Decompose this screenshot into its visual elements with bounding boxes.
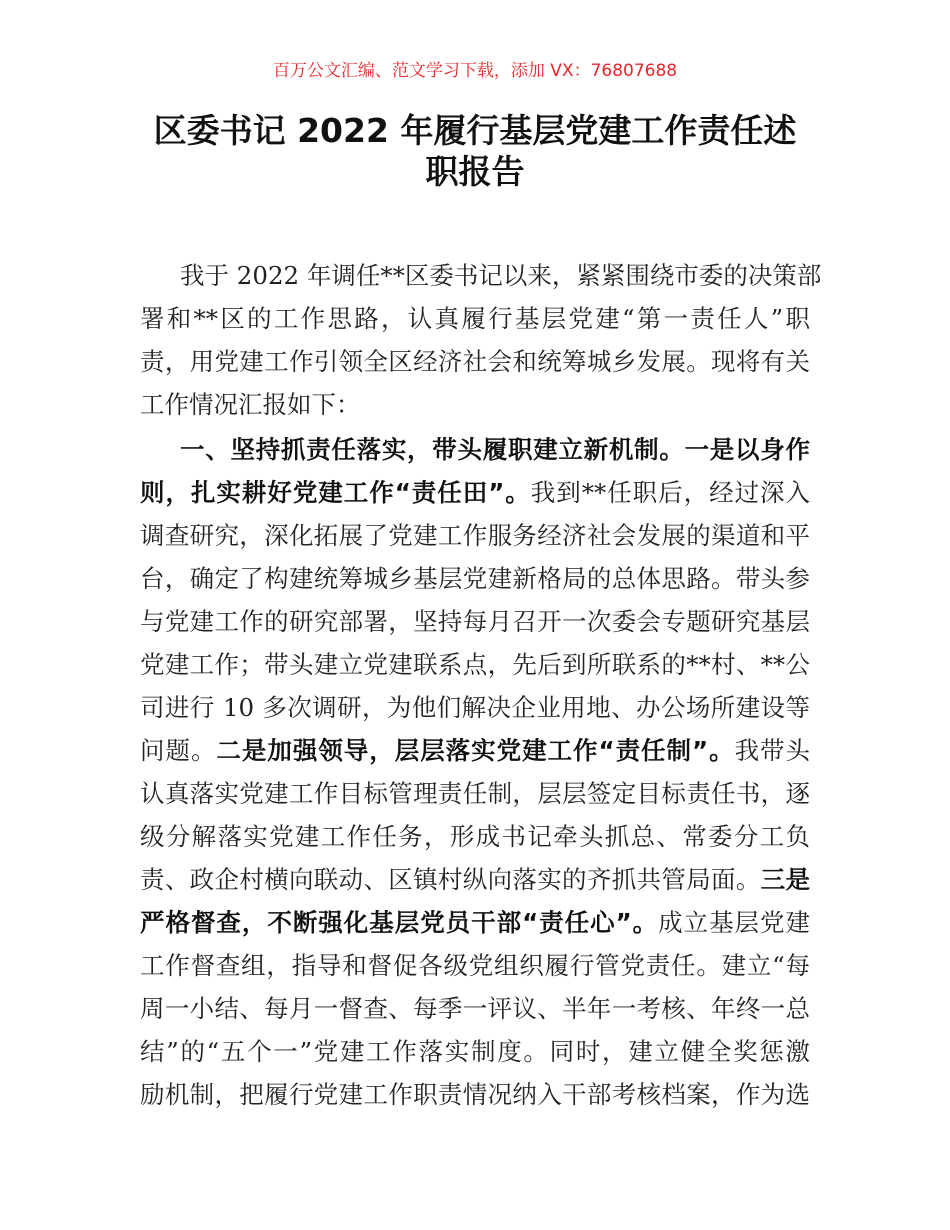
text-line [140,600,810,643]
text-segment: 我带头 [734,736,811,765]
text-segment: 认真落实党建工作目标管理责任制，层层签定目标责任书，逐 [140,779,810,808]
text-line [140,1030,810,1073]
paragraph [140,428,810,1116]
text-segment: 我到**任职后，经过深入 [530,478,811,507]
text-segment: 工作情况汇报如下： [140,390,361,419]
document-title [140,110,810,192]
text-segment: 台，确定了构建统筹城乡基层党建新格局的总体思路。带头参 [140,564,810,593]
text-line [140,557,810,600]
text-line [140,772,810,815]
text-line [140,254,822,297]
text-line [140,297,810,340]
text-line [140,340,810,383]
text-line [140,471,810,514]
text-line [140,944,810,987]
text-line [140,514,810,557]
bold-text-segment: 严格督查，不断强化基层党员干部“责任心”。 [140,908,659,937]
text-line [140,987,810,1030]
text-segment: 问题。 [140,736,217,765]
watermark-header-note: 百万公文汇编、范文学习下载，添加 VX：76807688 [272,61,678,81]
bold-text-segment: 三是 [760,865,810,894]
bold-text-segment: 一、坚持抓责任落实，带头履职建立新机制。一是以身作 [180,435,810,464]
document-body [140,254,822,1118]
paragraph [140,254,822,426]
text-segment: 司进行 10 多次调研，为他们解决企业用地、办公场所建设等 [140,693,810,722]
text-line [140,858,810,901]
title-line-1: 区委书记 2022 年履行基层党建工作责任述 [153,111,797,150]
text-segment: 结”的“五个一”党建工作落实制度。同时，建立健全奖惩激 [140,1037,810,1066]
text-segment: 署和**区的工作思路，认真履行基层党建“第一责任人”职 [140,304,810,333]
text-line [140,815,810,858]
bold-text-segment: 则，扎实耕好党建工作“责任田”。 [140,478,531,507]
text-segment: 与党建工作的研究部署，坚持每月召开一次委会专题研究基层 [140,607,810,636]
text-segment: 工作督查组，指导和督促各级党组织履行管党责任。建立“每 [140,951,810,980]
text-line [140,428,810,471]
text-segment: 励机制，把履行党建工作职责情况纳入干部考核档案，作为选 [140,1080,810,1109]
text-line [140,901,810,944]
text-segment: 责、政企村横向联动、区镇村纵向落实的齐抓共管局面。 [140,865,761,894]
text-segment: 责，用党建工作引领全区经济社会和统筹城乡发展。现将有关 [140,347,810,376]
bold-text-segment: 二是加强领导，层层落实党建工作“责任制”。 [216,736,735,765]
text-line [140,729,810,772]
text-line [140,383,810,426]
text-line [140,643,810,686]
text-line [140,1073,810,1116]
text-segment: 党建工作；带头建立党建联系点，先后到所联系的**村、**公 [140,650,810,679]
text-segment: 调查研究，深化拓展了党建工作服务经济社会发展的渠道和平 [140,521,810,550]
text-segment: 成立基层党建 [658,908,811,937]
title-line-2: 职报告 [425,152,525,191]
text-segment: 级分解落实党建工作任务，形成书记牵头抓总、常委分工负 [140,822,810,851]
text-segment: 我于 2022 年调任**区委书记以来，紧紧围绕市委的决策部 [180,261,822,290]
text-line [140,686,810,729]
text-segment: 周一小结、每月一督查、每季一评议、半年一考核、年终一总 [140,994,810,1023]
